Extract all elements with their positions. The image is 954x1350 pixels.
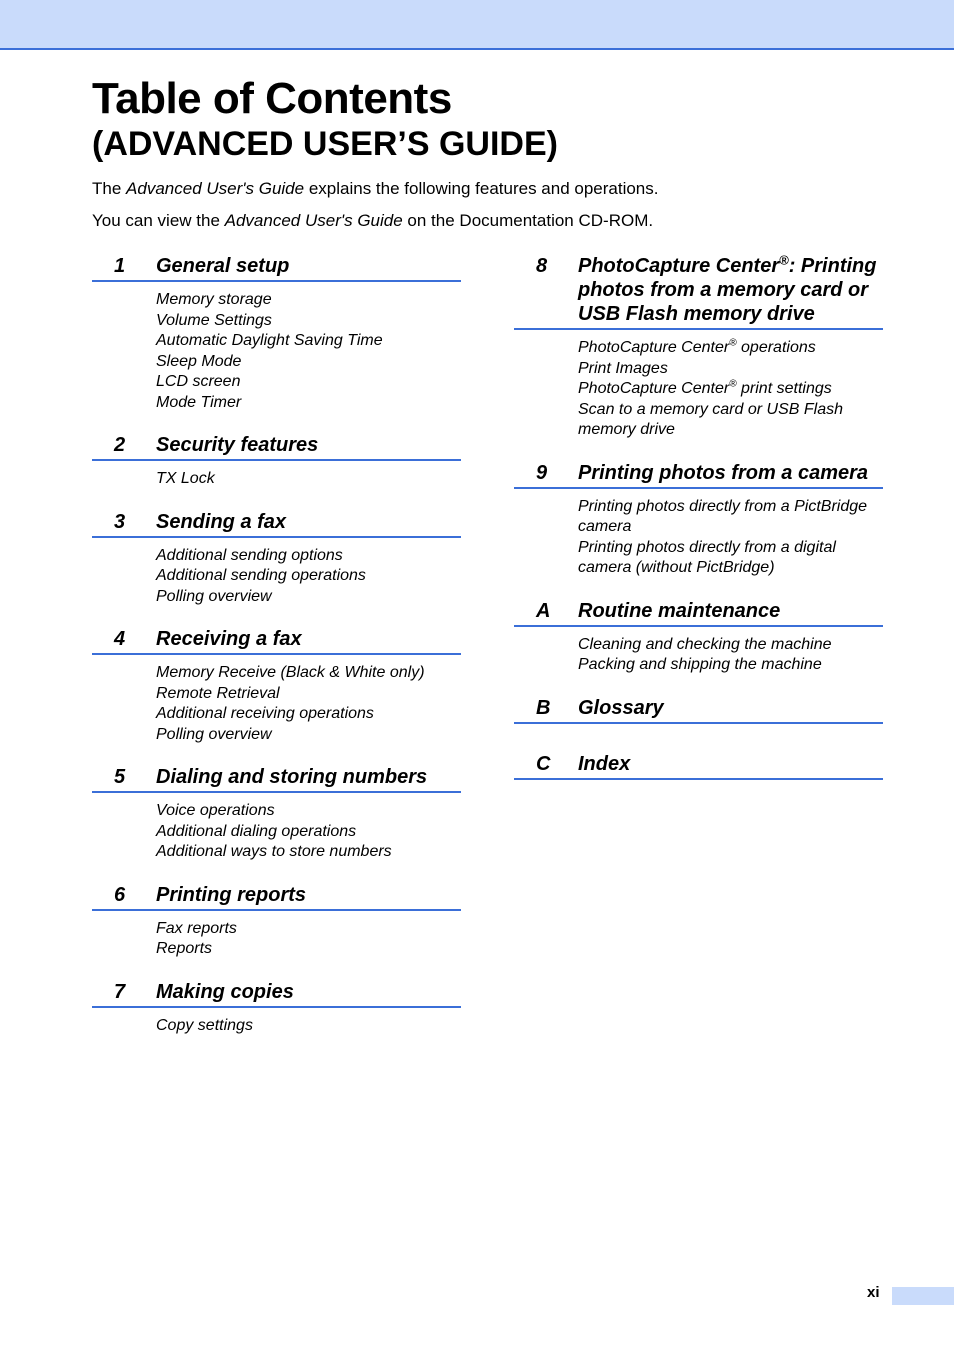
intro-line-2 <box>92 211 653 231</box>
page-number: xi <box>867 1284 880 1301</box>
chapter-title[interactable]: Printing reports <box>156 883 307 906</box>
intro-line-1 <box>92 179 659 199</box>
spacer <box>92 413 461 433</box>
chapter-number: 1 <box>114 255 126 277</box>
topic-item[interactable]: Scan to a memory card or USB Flash memory drive <box>578 400 843 438</box>
spacer <box>92 607 461 627</box>
topic-item[interactable] <box>578 338 883 359</box>
topic-item[interactable]: Additional receiving operations <box>156 705 374 722</box>
chapter-title[interactable]: Index <box>578 752 631 775</box>
topic-item[interactable]: TX Lock <box>156 470 215 487</box>
spacer <box>92 490 461 510</box>
spacer <box>514 441 883 461</box>
topic-item[interactable]: Remote Retrieval <box>156 684 280 702</box>
chapter-heading[interactable] <box>92 433 461 461</box>
topic-list <box>578 338 883 441</box>
topic-list <box>578 635 883 676</box>
topic-list <box>156 801 461 863</box>
chapter-title[interactable] <box>578 254 883 326</box>
chapter-heading[interactable] <box>92 627 461 655</box>
topic-item[interactable]: Printing photos directly from a digital camera (without PictBridge) <box>578 538 836 576</box>
chapter-heading[interactable] <box>514 461 883 489</box>
topic-item[interactable]: Memory Receive (Black & White only) <box>156 664 425 681</box>
topic-item[interactable]: Additional sending operations <box>156 567 366 584</box>
spacer <box>514 676 883 696</box>
guide-name: Advanced User's Guide <box>224 211 403 230</box>
topic-item[interactable]: Volume Settings <box>156 311 272 329</box>
chapter-9 <box>514 461 883 579</box>
chapter-title[interactable]: Sending a fax <box>156 510 287 533</box>
spacer <box>92 960 461 980</box>
chapter-heading[interactable] <box>514 599 883 627</box>
title-part: PhotoCapture Center <box>578 255 780 277</box>
topic-list <box>578 497 883 579</box>
topic-part: PhotoCapture Center <box>578 380 730 397</box>
chapter-number: 8 <box>536 255 548 277</box>
chapter-b <box>514 696 883 724</box>
chapter-heading[interactable] <box>514 254 883 330</box>
chapter-3 <box>92 510 461 608</box>
toc-left-column <box>92 254 461 1036</box>
topic-item[interactable]: Printing photos directly from a PictBridge camera <box>578 497 868 535</box>
chapter-title[interactable]: Printing photos from a camera <box>578 461 869 484</box>
spacer <box>92 745 461 765</box>
topic-item[interactable]: Memory storage <box>156 291 272 308</box>
title-part: : Printing photos from a memory card or USB Flash memory drive <box>578 255 877 325</box>
intro-text: The <box>92 179 127 198</box>
chapter-number: 9 <box>536 461 548 484</box>
chapter-title[interactable]: Routine maintenance <box>578 599 781 622</box>
chapter-heading[interactable] <box>92 980 461 1008</box>
topic-list <box>156 290 461 413</box>
chapter-5 <box>92 765 461 863</box>
page-subtitle: (ADVANCED USER’S GUIDE) <box>92 125 558 163</box>
topic-item[interactable]: Cleaning and checking the machine <box>578 635 832 653</box>
topic-item[interactable]: Polling overview <box>156 725 272 743</box>
toc-right-column <box>514 254 883 780</box>
page-tab-marker <box>892 1287 954 1305</box>
chapter-number: 7 <box>114 980 126 1003</box>
chapter-number: 2 <box>114 434 126 456</box>
spacer <box>92 863 461 883</box>
topic-item[interactable]: LCD screen <box>156 373 241 390</box>
topic-item[interactable] <box>578 379 883 400</box>
topic-list <box>156 546 461 608</box>
topic-item[interactable]: Reports <box>156 940 213 957</box>
chapter-heading[interactable] <box>92 765 461 793</box>
topic-item[interactable]: Voice operations <box>156 802 275 819</box>
registered-mark: ® <box>779 252 789 268</box>
topic-item[interactable]: Additional dialing operations <box>156 822 357 840</box>
topic-part: operations <box>736 339 816 356</box>
spacer <box>514 724 883 752</box>
chapter-heading[interactable] <box>92 510 461 538</box>
topic-item[interactable]: Fax reports <box>156 919 237 937</box>
spacer <box>514 579 883 599</box>
topic-list <box>156 919 461 960</box>
topic-part: print settings <box>736 380 832 397</box>
intro-text: on the Documentation CD-ROM. <box>402 211 654 230</box>
topic-item[interactable]: Copy settings <box>156 1016 253 1034</box>
guide-name: Advanced User's Guide <box>126 179 305 198</box>
chapter-heading[interactable] <box>92 883 461 911</box>
chapter-heading[interactable] <box>514 696 883 724</box>
registered-mark: ® <box>729 378 737 390</box>
chapter-number: A <box>536 599 551 622</box>
chapter-number: 3 <box>114 510 126 533</box>
chapter-1 <box>92 254 461 413</box>
chapter-6 <box>92 883 461 960</box>
chapter-title[interactable]: General setup <box>156 255 290 277</box>
chapter-a <box>514 599 883 676</box>
chapter-7 <box>92 980 461 1037</box>
topic-list <box>156 1016 461 1037</box>
registered-mark: ® <box>729 337 737 349</box>
chapter-title[interactable]: Making copies <box>156 980 294 1003</box>
chapter-4 <box>92 627 461 745</box>
chapter-2 <box>92 433 461 490</box>
chapter-number: 6 <box>114 883 126 906</box>
topic-list <box>156 663 461 745</box>
intro-text: You can view the <box>92 211 225 230</box>
chapter-title[interactable]: Receiving a fax <box>156 628 302 650</box>
header-band <box>0 0 954 50</box>
chapter-heading[interactable] <box>92 254 461 282</box>
chapter-title[interactable]: Dialing and storing numbers <box>156 766 428 788</box>
chapter-number: 4 <box>114 628 126 650</box>
chapter-heading[interactable] <box>514 752 883 780</box>
topic-item[interactable]: Packing and shipping the machine <box>578 656 822 673</box>
chapter-title[interactable]: Security features <box>156 434 319 456</box>
intro-text: explains the following features and operations. <box>304 179 659 198</box>
topic-part: PhotoCapture Center <box>578 339 730 356</box>
chapter-number: B <box>536 696 551 719</box>
page-title: Table of Contents <box>92 74 452 123</box>
topic-list <box>156 469 461 490</box>
chapter-title[interactable]: Glossary <box>578 696 664 719</box>
topic-item[interactable]: Mode Timer <box>156 393 242 411</box>
chapter-number: 5 <box>114 766 126 788</box>
chapter-8 <box>514 254 883 441</box>
topic-item[interactable]: Sleep Mode <box>156 352 242 370</box>
chapter-number: C <box>536 752 551 775</box>
topic-item[interactable]: Polling overview <box>156 587 272 605</box>
topic-item[interactable]: Print Images <box>578 359 668 377</box>
topic-item[interactable]: Automatic Daylight Saving Time <box>156 332 383 349</box>
chapter-c <box>514 752 883 780</box>
topic-item[interactable]: Additional sending options <box>156 546 343 564</box>
topic-item[interactable]: Additional ways to store numbers <box>156 843 392 860</box>
title-block <box>92 74 558 164</box>
